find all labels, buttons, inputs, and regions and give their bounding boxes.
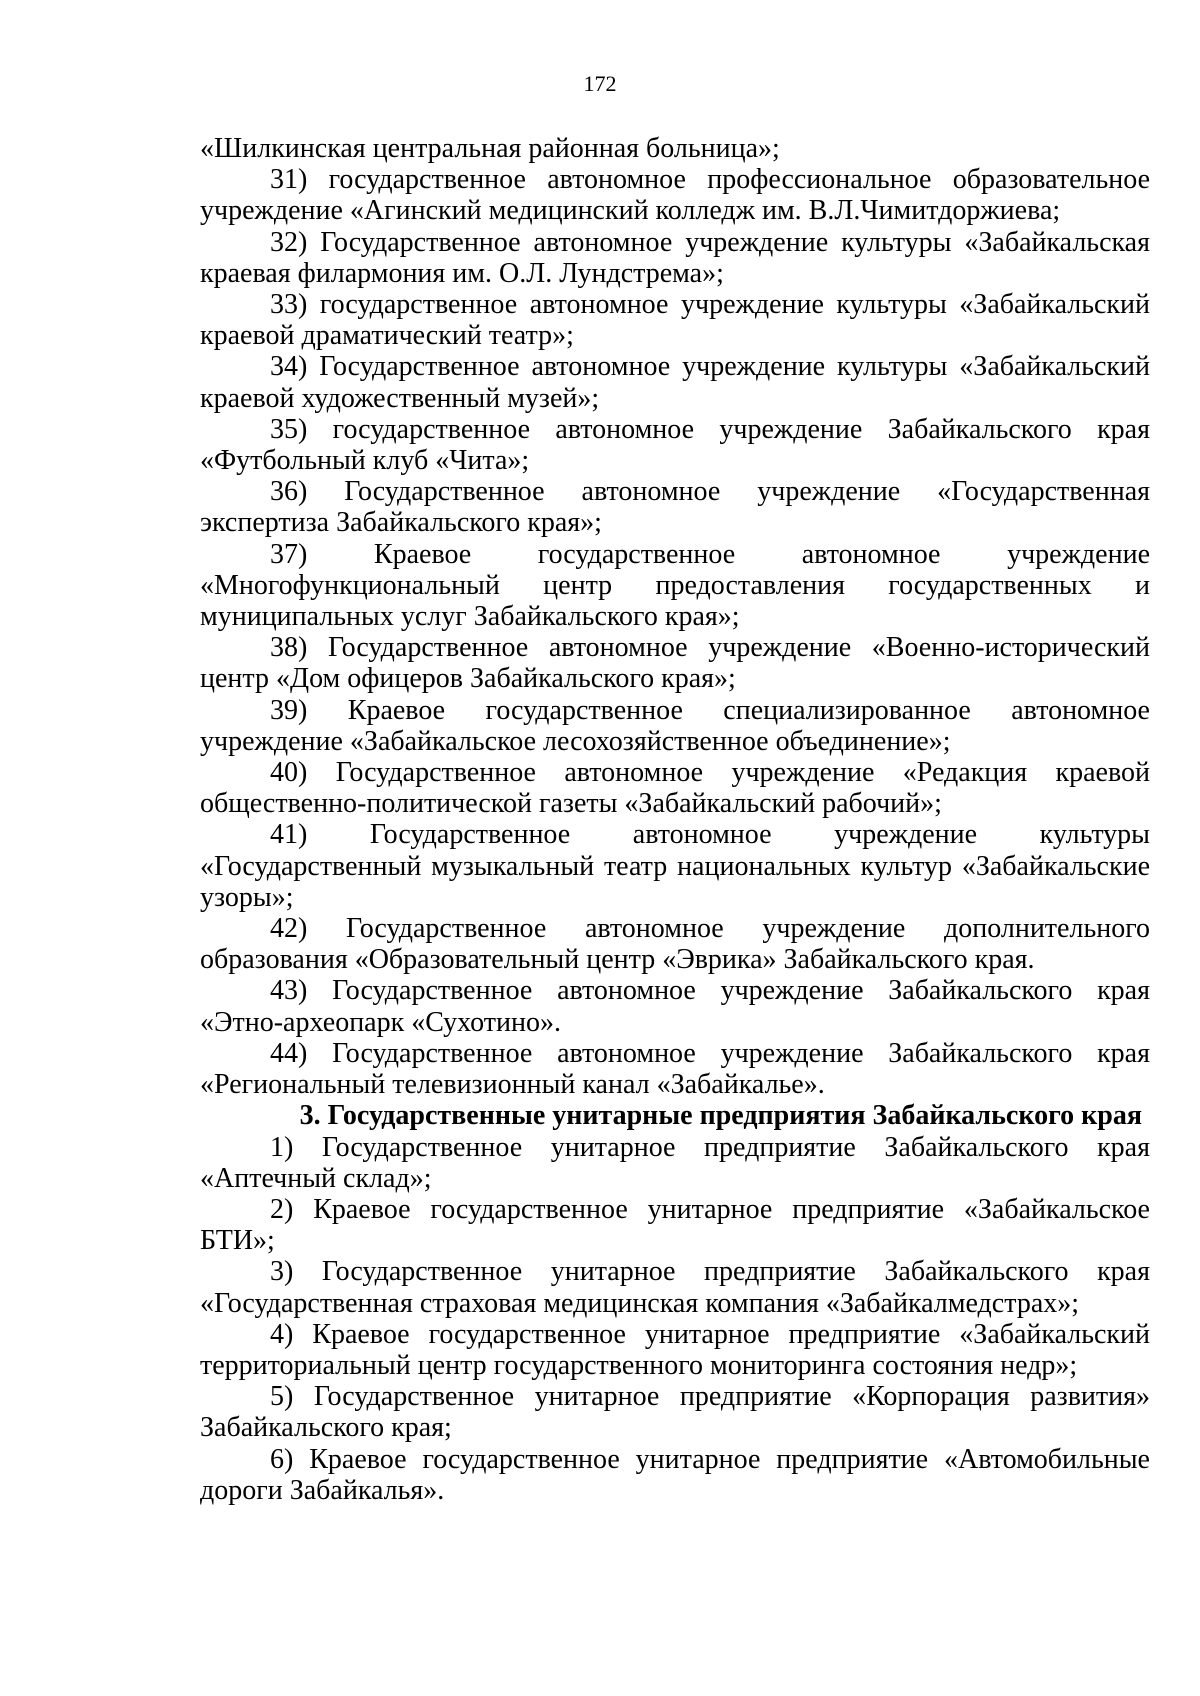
- list-item: 35) государственное автономное учреждение Забайкальского края «Футбольный клуб «Чита»;: [200, 413, 1150, 477]
- document-body: [200, 133, 1150, 1506]
- list-item: 32) Государственное автономное учреждение культуры «Забайкальская краевая филармония им. О.Л. Лундстрема»;: [200, 226, 1150, 289]
- list-item: 34) Государственное автономное учреждение культуры «Забайкальский краевой художественный музей»;: [200, 351, 1150, 414]
- list-item: 3) Государственное унитарное предприятие Забайкальского края «Государственная страховая медицинская компания «Забайкалмедстрах»;: [200, 1256, 1150, 1319]
- list-item: 44) Государственное автономное учреждение Забайкальского края «Региональный телевизионный канал «Забайкалье».: [200, 1037, 1150, 1101]
- list-item: «Шилкинская центральная районная больница»;: [200, 133, 780, 164]
- list-item: 36) Государственное автономное учреждение «Государственная экспертиза Забайкальского края»;: [200, 476, 1150, 539]
- list-item: 38) Государственное автономное учреждение «Военно-исторический центр «Дом офицеров Забайкальского края»;: [200, 632, 1150, 695]
- list-item: 37) Краевое государственное автономное учреждение «Многофункциональный центр предоставления государственных и муниципальных услуг Забайкальского края»;: [200, 538, 1150, 633]
- list-item: 5) Государственное унитарное предприятие «Корпорация развития» Забайкальского края;: [200, 1381, 1150, 1444]
- list-item: 2) Краевое государственное унитарное предприятие «Забайкальское БТИ»;: [200, 1193, 1150, 1257]
- section-heading: 3. Государственные унитарные предприятия Забайкальского края: [299, 1100, 1142, 1132]
- list-item: 31) государственное автономное профессиональное образовательное учреждение «Агинский медицинский колледж им. В.Л.Чимитдоржиева;: [200, 164, 1150, 227]
- list-item: 42) Государственное автономное учреждение дополнительного образования «Образовательный центр «Эврика» Забайкальского края.: [200, 913, 1150, 976]
- list-item: 43) Государственное автономное учреждение Забайкальского края «Этно-археопарк «Сухотино».: [200, 975, 1150, 1038]
- list-item: 1) Государственное унитарное предприятие Забайкальского края «Аптечный склад»;: [200, 1131, 1150, 1194]
- page-number: 172: [583, 71, 617, 96]
- list-item: 6) Краевое государственное унитарное предприятие «Автомобильные дороги Забайкалья».: [200, 1443, 1150, 1506]
- list-item: 40) Государственное автономное учреждение «Редакция краевой общественно-политической газеты «Забайкальский рабочий»;: [200, 757, 1150, 820]
- list-item: 33) государственное автономное учреждение культуры «Забайкальский краевой драматический театр»;: [200, 289, 1150, 352]
- list-item: 39) Краевое государственное специализированное автономное учреждение «Забайкальское лесохозяйственное объединение»;: [200, 694, 1150, 757]
- list-item: 41) Государственное автономное учреждение культуры «Государственный музыкальный театр национальных культур «Забайкальские узоры»;: [200, 819, 1150, 913]
- list-item: 4) Краевое государственное унитарное предприятие «Забайкальский территориальный центр государственного мониторинга состояния недр»;: [200, 1318, 1150, 1381]
